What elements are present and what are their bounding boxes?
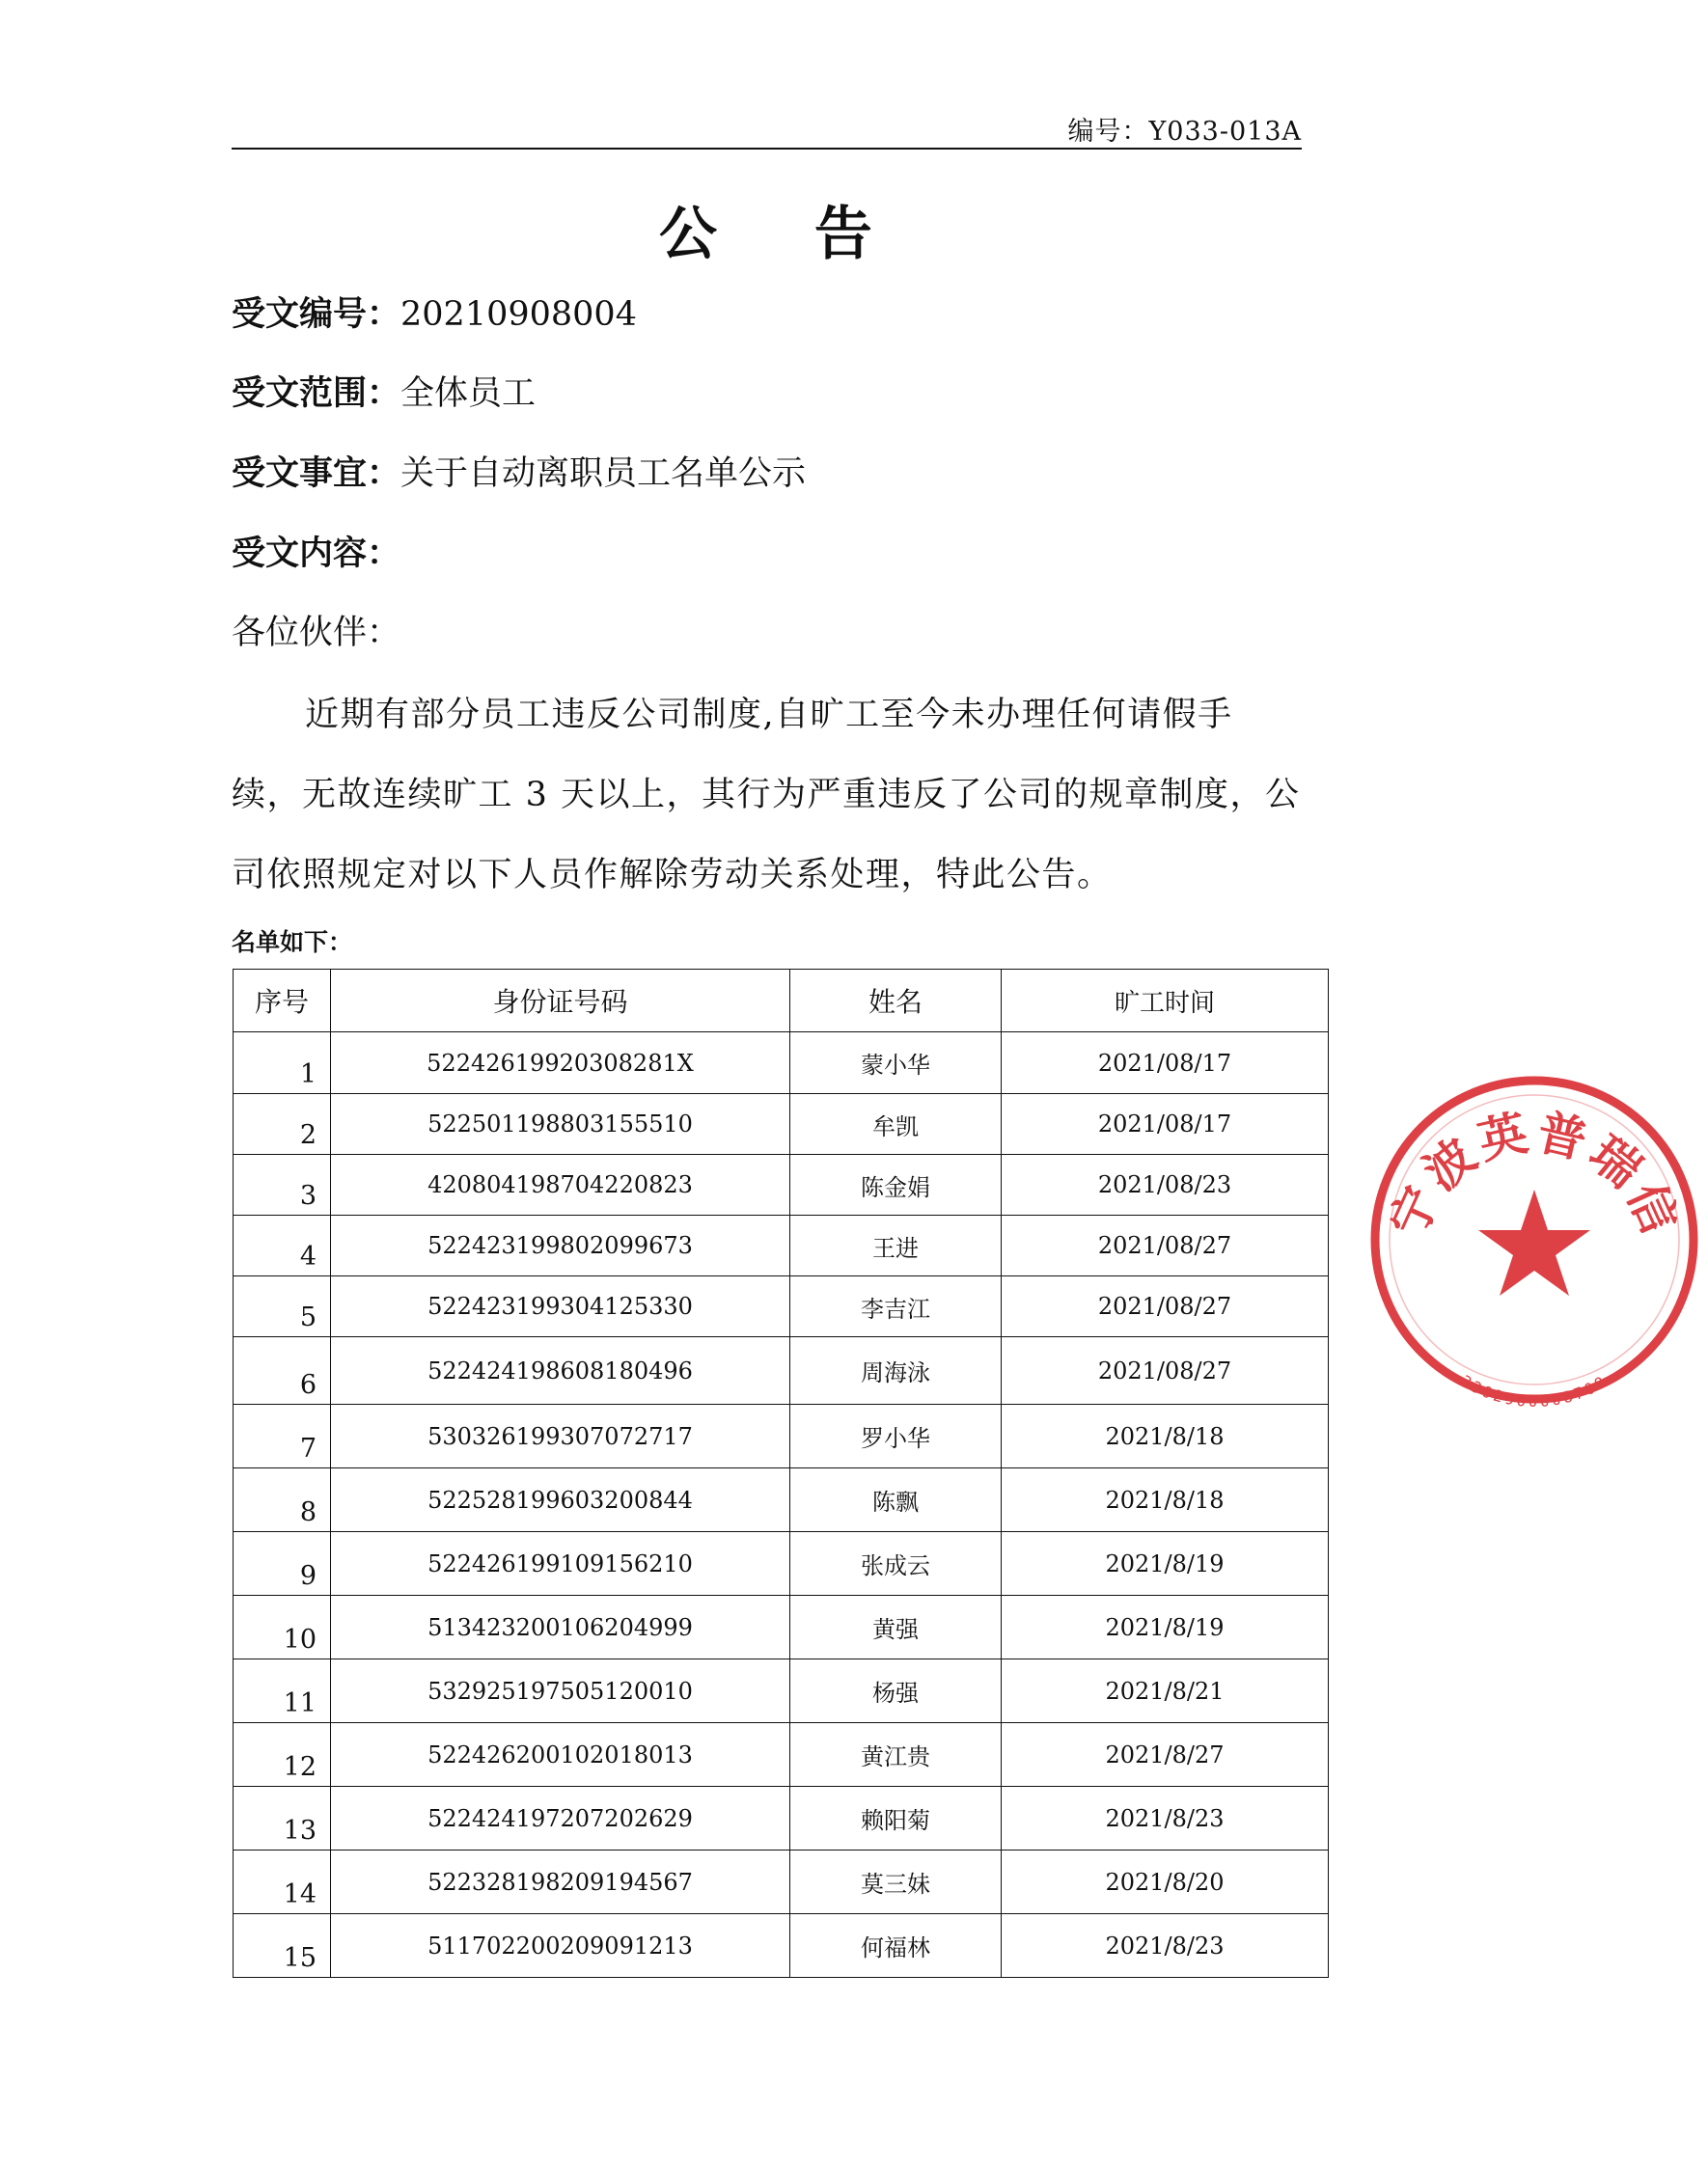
table-row bbox=[234, 1405, 1329, 1468]
list-heading: 名单如下： bbox=[232, 928, 353, 956]
cell-date: 2021/8/23 bbox=[1002, 1914, 1329, 1978]
cell-date: 2021/08/17 bbox=[1002, 1032, 1329, 1094]
cell-date: 2021/8/19 bbox=[1002, 1596, 1329, 1659]
cell-index: 4 bbox=[234, 1216, 331, 1276]
cell-index: 6 bbox=[234, 1337, 331, 1405]
seal-code-text: 3302900008708 bbox=[1457, 1371, 1612, 1411]
dismissal-roster-table bbox=[233, 969, 1329, 1978]
cell-name: 罗小华 bbox=[790, 1405, 1002, 1468]
table-row bbox=[234, 1032, 1329, 1094]
cell-index: 15 bbox=[234, 1914, 331, 1978]
notice-title: 公 告 bbox=[659, 201, 911, 268]
cell-name: 黄强 bbox=[790, 1596, 1002, 1659]
cell-date: 2021/08/27 bbox=[1002, 1216, 1329, 1276]
cell-name: 张成云 bbox=[790, 1532, 1002, 1596]
cell-name: 杨强 bbox=[790, 1659, 1002, 1723]
cell-name: 牟凯 bbox=[790, 1094, 1002, 1155]
column-header-name: 姓名 bbox=[790, 970, 1002, 1032]
company-seal-icon bbox=[1361, 1066, 1708, 1413]
table-row bbox=[234, 1659, 1329, 1723]
cell-name: 王进 bbox=[790, 1216, 1002, 1276]
cell-name: 赖阳菊 bbox=[790, 1787, 1002, 1851]
seal-org-text: 宁波英普瑞信 bbox=[1378, 1103, 1691, 1246]
cell-date: 2021/8/21 bbox=[1002, 1659, 1329, 1723]
cell-index: 1 bbox=[234, 1032, 331, 1094]
column-header-index: 序号 bbox=[234, 970, 331, 1032]
table-row bbox=[234, 1851, 1329, 1914]
cell-name: 李吉江 bbox=[790, 1276, 1002, 1337]
field-value: 全体员工 bbox=[400, 374, 537, 413]
cell-index: 5 bbox=[234, 1276, 331, 1337]
cell-name: 莫三妹 bbox=[790, 1851, 1002, 1914]
cell-id-number: 52242619920308281X bbox=[331, 1032, 790, 1094]
cell-id-number: 522528199603200844 bbox=[331, 1468, 790, 1532]
table-row bbox=[234, 1914, 1329, 1978]
cell-id-number: 522424198608180496 bbox=[331, 1337, 790, 1405]
cell-name: 陈飘 bbox=[790, 1468, 1002, 1532]
cell-id-number: 522328198209194567 bbox=[331, 1851, 790, 1914]
cell-id-number: 522423199304125330 bbox=[331, 1276, 790, 1337]
table-row bbox=[234, 1337, 1329, 1405]
table-row bbox=[234, 1532, 1329, 1596]
cell-date: 2021/08/17 bbox=[1002, 1094, 1329, 1155]
cell-date: 2021/8/23 bbox=[1002, 1787, 1329, 1851]
table-row bbox=[234, 1596, 1329, 1659]
cell-id-number: 513423200106204999 bbox=[331, 1596, 790, 1659]
cell-id-number: 522426199109156210 bbox=[331, 1532, 790, 1596]
table-row bbox=[234, 1094, 1329, 1155]
field-receipt-number bbox=[232, 288, 637, 336]
cell-date: 2021/8/18 bbox=[1002, 1468, 1329, 1532]
cell-index: 14 bbox=[234, 1851, 331, 1914]
field-content bbox=[232, 527, 400, 575]
cell-index: 10 bbox=[234, 1596, 331, 1659]
cell-id-number: 511702200209091213 bbox=[331, 1914, 790, 1978]
cell-name: 周海泳 bbox=[790, 1337, 1002, 1405]
document-number-label: 编号： bbox=[1067, 117, 1149, 147]
cell-index: 2 bbox=[234, 1094, 331, 1155]
column-header-absence-date: 旷工时间 bbox=[1002, 970, 1329, 1032]
cell-date: 2021/08/27 bbox=[1002, 1276, 1329, 1337]
cell-index: 13 bbox=[234, 1787, 331, 1851]
table-row bbox=[234, 1723, 1329, 1787]
cell-name: 陈金娟 bbox=[790, 1155, 1002, 1216]
cell-index: 3 bbox=[234, 1155, 331, 1216]
cell-date: 2021/8/27 bbox=[1002, 1723, 1329, 1787]
field-label: 受文事宜： bbox=[232, 453, 401, 493]
table-row bbox=[234, 1216, 1329, 1276]
column-header-id-number: 身份证号码 bbox=[331, 970, 790, 1032]
document-number-value: Y033-013A bbox=[1148, 117, 1302, 147]
cell-name: 蒙小华 bbox=[790, 1032, 1002, 1094]
cell-index: 11 bbox=[234, 1659, 331, 1723]
cell-name: 何福林 bbox=[790, 1914, 1002, 1978]
cell-index: 8 bbox=[234, 1468, 331, 1532]
field-label: 受文范围： bbox=[232, 373, 401, 413]
table-row bbox=[234, 1155, 1329, 1216]
field-value: 20210908004 bbox=[400, 295, 637, 334]
cell-date: 2021/08/23 bbox=[1002, 1155, 1329, 1216]
field-label: 受文编号： bbox=[232, 294, 401, 334]
cell-index: 9 bbox=[234, 1532, 331, 1596]
cell-name: 黄江贵 bbox=[790, 1723, 1002, 1787]
table-row bbox=[234, 1787, 1329, 1851]
body-paragraph: 近期有部分员工违反公司制度,自旷工至今未办理任何请假手续，无故连续旷工 3 天以上，其行为严重违反了公司的规章制度，公司依照规定对以下人员作解除劳动关系处理，特此公告。 bbox=[232, 696, 1301, 894]
cell-index: 12 bbox=[234, 1723, 331, 1787]
document-number bbox=[1067, 110, 1302, 148]
cell-date: 2021/8/19 bbox=[1002, 1532, 1329, 1596]
field-subject bbox=[232, 447, 806, 495]
table-row bbox=[234, 1468, 1329, 1532]
greeting: 各位伙伴： bbox=[232, 614, 401, 652]
header-divider bbox=[232, 148, 1302, 150]
cell-id-number: 420804198704220823 bbox=[331, 1155, 790, 1216]
cell-id-number: 532925197505120010 bbox=[331, 1659, 790, 1723]
cell-date: 2021/08/27 bbox=[1002, 1337, 1329, 1405]
cell-date: 2021/8/18 bbox=[1002, 1405, 1329, 1468]
cell-id-number: 522426200102018013 bbox=[331, 1723, 790, 1787]
table-row bbox=[234, 1276, 1329, 1337]
cell-id-number: 530326199307072717 bbox=[331, 1405, 790, 1468]
table-header-row bbox=[234, 970, 1329, 1032]
cell-id-number: 522423199802099673 bbox=[331, 1216, 790, 1276]
field-value: 关于自动离职员工名单公示 bbox=[400, 454, 807, 493]
cell-id-number: 522501198803155510 bbox=[331, 1094, 790, 1155]
field-label: 受文内容： bbox=[232, 534, 401, 573]
cell-date: 2021/8/20 bbox=[1002, 1851, 1329, 1914]
cell-index: 7 bbox=[234, 1405, 331, 1468]
field-scope bbox=[232, 367, 536, 415]
cell-id-number: 522424197207202629 bbox=[331, 1787, 790, 1851]
